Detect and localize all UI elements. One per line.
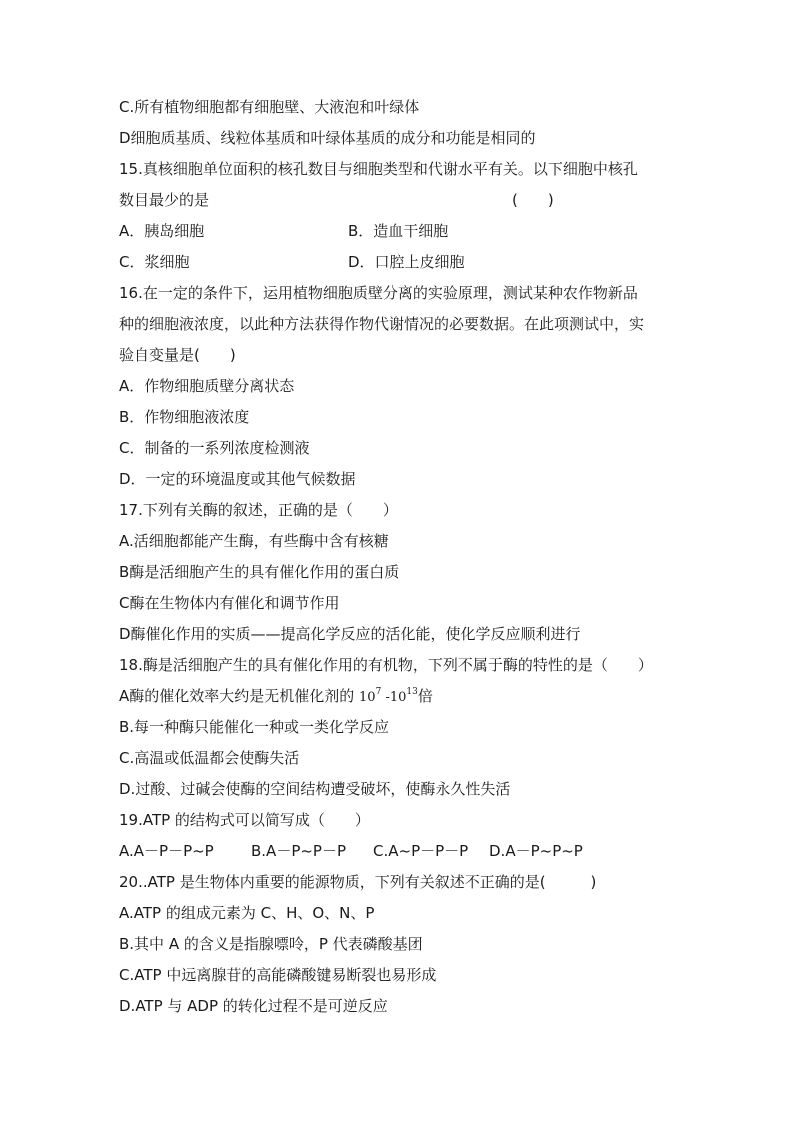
- q15-options-row-2: [119, 247, 689, 278]
- q17-option-d: D酶催化作用的实质——提高化学反应的活化能，使化学反应顺利进行: [119, 625, 581, 643]
- q16-option-a: A．作物细胞质壁分离状态: [119, 377, 295, 395]
- q20-option-c: C.ATP 中远离腺苷的高能磷酸键易断裂也易形成: [119, 966, 437, 984]
- q20-option-d: D.ATP 与 ADP 的转化过程不是可逆反应: [119, 997, 388, 1015]
- q15-option-c: C．浆细胞: [119, 253, 190, 271]
- q15-option-b: B．造血干细胞: [348, 222, 449, 240]
- q18-exponent-2: 13: [406, 687, 418, 697]
- q16-stem-line-1: 16.在一定的条件下，运用植物细胞质壁分离的实验原理，测试某种农作物新品: [119, 284, 638, 302]
- q16-stem-line-2: 种的细胞液浓度，以此种方法获得作物代谢情况的必要数据。在此项测试中，实: [119, 315, 645, 333]
- q20-stem: 20..ATP 是生物体内重要的能源物质，下列有关叙述不正确的是( ): [119, 873, 597, 891]
- q18-option-a-text: A酶的催化效率大约是无机催化剂的: [119, 687, 360, 705]
- q16-stem-line-3: 验自变量是( ): [119, 346, 236, 364]
- q16-option-c: C．制备的一系列浓度检测液: [119, 439, 310, 457]
- q16-option-d: D．一定的环境温度或其他气候数据: [119, 470, 356, 488]
- q17-option-b: B酶是活细胞产生的具有催化作用的蛋白质: [119, 563, 400, 581]
- q16-option-b: B．作物细胞液浓度: [119, 408, 250, 426]
- q20-option-a: A.ATP 的组成元素为 C、H、O、N、P: [119, 904, 375, 922]
- q18-exponent-1: 7: [375, 687, 382, 697]
- q20-option-b: B.其中 A 的含义是指腺嘌呤，P 代表磷酸基团: [119, 935, 423, 953]
- q15-stem-text: 数目最少的是: [119, 191, 210, 209]
- q17-option-c: C酶在生物体内有催化和调节作用: [119, 594, 340, 612]
- q18-option-c: C.高温或低温都会使酶失活: [119, 749, 300, 767]
- q15-option-d: D．口腔上皮细胞: [348, 253, 465, 271]
- q14-option-c: C.所有植物细胞都有细胞壁、大液泡和叶绿体: [119, 98, 420, 116]
- exam-page: [119, 92, 689, 1022]
- q18-base-2: -10: [381, 690, 407, 705]
- q18-option-b: B.每一种酶只能催化一种或一类化学反应: [119, 718, 390, 736]
- q19-option-a: A.A－P－P~P: [119, 842, 214, 860]
- q15-options-row-1: [119, 216, 689, 247]
- q19-option-b: B.A－P~P－P: [251, 842, 347, 860]
- q18-option-d: D.过酸、过碱会使酶的空间结构遭受破坏，使酶永久性失活: [119, 780, 511, 798]
- q18-stem: 18.酶是活细胞产生的具有催化作用的有机物，下列不属于酶的特性的是（ ）: [119, 656, 653, 674]
- q18-base-1: 10: [359, 690, 376, 705]
- q15-stem-line-2: [119, 185, 689, 216]
- q17-option-a: A.活细胞都能产生酶，有些酶中含有核糖: [119, 532, 389, 550]
- q15-answer-bracket: ( ): [512, 191, 554, 209]
- q18-option-a: [119, 681, 689, 712]
- q19-options-row: [119, 836, 689, 867]
- q18-option-a-suffix: 倍: [417, 687, 433, 705]
- q19-option-c: C.A~P－P－P: [373, 842, 469, 860]
- q15-option-a: A．胰岛细胞: [119, 222, 205, 240]
- q17-stem: 17.下列有关酶的叙述，正确的是（ ）: [119, 501, 398, 519]
- q19-stem: 19.ATP 的结构式可以简写成（ ）: [119, 811, 370, 829]
- q15-stem-line-1: 15.真核细胞单位面积的核孔数目与细胞类型和代谢水平有关。以下细胞中核孔: [119, 160, 638, 178]
- q14-option-d: D细胞质基质、线粒体基质和叶绿体基质的成分和功能是相同的: [119, 129, 536, 147]
- q19-option-d: D.A－P~P~P: [489, 842, 583, 860]
